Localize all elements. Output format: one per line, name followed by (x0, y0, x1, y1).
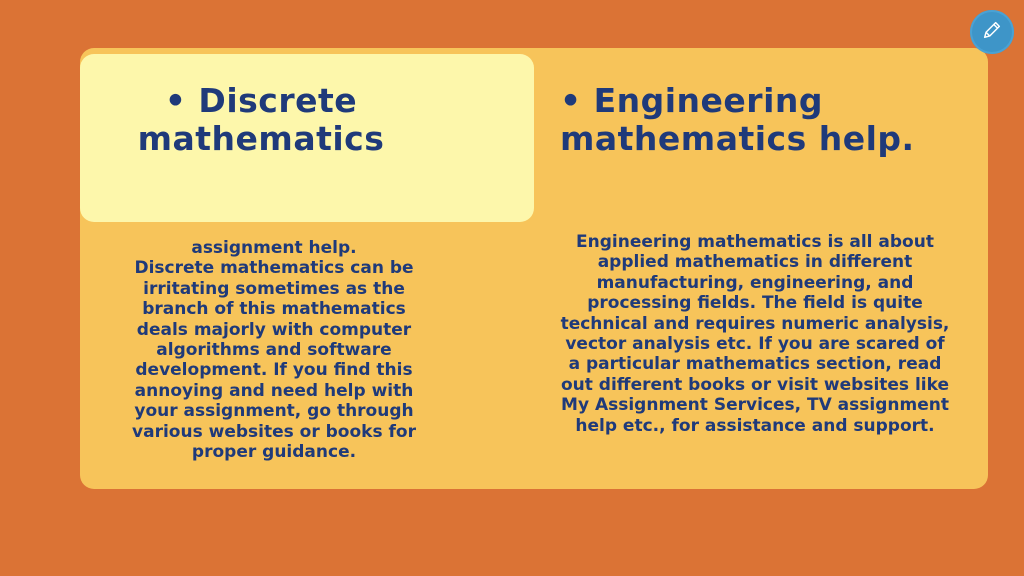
heading-engineering-mathematics (560, 82, 990, 158)
text-line: Engineering mathematics is all about (576, 232, 934, 252)
text-line: branch of this mathematics (142, 299, 406, 320)
text-line: algorithms and software (156, 340, 392, 361)
discrete-description (104, 238, 444, 462)
text-line: My Assignment Services, TV assignment (561, 395, 949, 416)
text-line: development. If you find this (135, 360, 413, 381)
heading-left-line1: • Discrete (164, 81, 358, 120)
heading-right-line2: mathematics help. (560, 119, 915, 158)
text-line: Discrete mathematics can be (134, 258, 414, 279)
text-line: various websites or books for (132, 421, 416, 442)
text-line: proper guidance. (191, 442, 357, 463)
text-line: a particular mathematics section, read (568, 354, 942, 375)
text-line: manufacturing, engineering, and (596, 272, 914, 293)
text-line: irritating sometimes as the (143, 278, 405, 299)
heading-right-line1: • Engineering (560, 81, 824, 120)
heading-left-line2: mathematics (137, 119, 385, 158)
text-line: deals majorly with computer (136, 319, 412, 340)
text-line: help etc., for assistance and support. (575, 415, 935, 436)
engineering-description (542, 232, 968, 436)
text-line: annoying and need help with (134, 380, 414, 401)
text-line: your assignment, go through (134, 401, 414, 422)
text-line: applied mathematics in different (597, 252, 913, 273)
pencil-icon (981, 19, 1003, 45)
heading-discrete-mathematics (86, 82, 436, 158)
text-line: assignment help. (191, 238, 357, 258)
text-line: out different books or visit websites like (560, 374, 949, 395)
edit-button[interactable] (970, 10, 1014, 54)
text-line: vector analysis etc. If you are scared of (565, 334, 945, 355)
text-line: technical and requires numeric analysis, (560, 313, 950, 334)
text-line: processing fields. The field is quite (587, 293, 923, 314)
